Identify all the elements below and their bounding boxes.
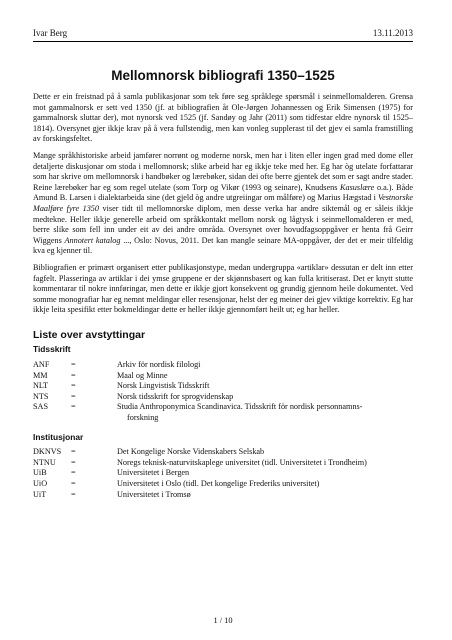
abbr-eq: = — [71, 468, 76, 478]
paragraph-organisation: Bibliografien er primært organisert etter publikasjonstype, medan undergruppa «artiklar» dessutan er delt inn etter fagfelt. Plasseringa av artiklar i dei ymse gruppene er der skjønnsbasert og kan fulla kritiserast. Det er knytt stutte kommentarar til nokre innføringar, men dette er ikkje gjort konsekvent og grundig gjennom heile dokumentet. Ved somme monografiar har eg nemnt meldingar eller resensjonar, helst der eg meiner dei gjev viktige korrektiv. Eg har ikkje leita spesifikt etter bokmeldingar dette er heller ikkje gjennomført heilt ut; eg har heller. — [33, 262, 413, 315]
abbr-eq: = — [71, 370, 76, 380]
document-title: Mellomnorsk bibliografi 1350–1525 — [111, 68, 335, 83]
abbr-value: Det Kongelige Norske Videnskabers Selskab — [117, 447, 265, 457]
header-author: Ivar Berg — [33, 28, 68, 38]
abbr-key: SAS — [33, 402, 49, 412]
abbr-value: Maal og Minne — [117, 370, 168, 380]
institutions-list — [33, 447, 413, 500]
abbr-value — [117, 402, 413, 423]
abbr-row — [33, 392, 413, 403]
abbr-eq: = — [71, 447, 76, 457]
abbreviations-heading: Liste over avstyttingar — [33, 328, 146, 341]
abbr-value: Arkiv för nordisk filologi — [117, 360, 201, 370]
abbr-value-line: Studia Anthroponymica Scandinavica. Tidsskrift för nordisk personnamns- — [117, 402, 363, 412]
running-header — [33, 28, 413, 42]
abbr-value-continuation: forskning — [127, 413, 159, 423]
abbr-row — [33, 360, 413, 371]
abbr-key: UiO — [33, 479, 48, 488]
abbr-value: Norsk tidsskrift for sprogvidenskap — [117, 391, 234, 401]
scope-title-vestnorske: Vestnorske Maalføre fyre 1350 — [33, 193, 413, 213]
abbr-row — [33, 402, 413, 423]
abbr-row — [33, 468, 413, 479]
scope-title-kasuslaere: Kasuslære — [340, 182, 375, 192]
abbr-key: UiB — [33, 468, 47, 478]
abbr-row — [33, 458, 413, 469]
abbr-key: NTS — [33, 391, 49, 401]
abbr-value: Noregs teknisk-naturvitskaplege universitet (tidl. Universitetet i Trondheim) — [117, 457, 367, 467]
abbr-value: Universitetet i Bergen — [117, 468, 190, 478]
page-number: 1 / 10 — [213, 616, 233, 625]
abbr-key: ANF — [33, 360, 50, 370]
abbr-eq: = — [71, 402, 76, 412]
abbr-key: DKNVS — [33, 447, 62, 457]
abbr-value: Universitetet i Oslo (tidl. Det kongelige Frederiks universitet) — [117, 479, 320, 488]
abbr-eq: = — [71, 391, 76, 401]
abbr-key: NLT — [33, 381, 49, 391]
abbr-value: Norsk Lingvistisk Tidsskrift — [117, 381, 210, 391]
header-date: 13.11.2013 — [372, 28, 413, 38]
abbr-value: Universitetet i Tromsø — [117, 489, 191, 499]
journals-list — [33, 360, 413, 424]
abbr-row — [33, 447, 413, 458]
scope-text-d: ..., Oslo: Novus, 2011. Det kan mangle seinare MA-oppgåver, der det er meir tilfeldig kva eg kjenner til. — [33, 235, 413, 256]
abbr-key: MM — [33, 370, 48, 380]
document-body — [33, 92, 413, 508]
abbr-eq: = — [71, 479, 76, 488]
abbr-row — [33, 490, 413, 501]
abbr-eq: = — [71, 489, 76, 499]
abbr-row — [33, 479, 413, 490]
abbr-row — [33, 371, 413, 382]
abbr-eq: = — [71, 360, 76, 370]
journals-heading: Tidsskrift — [33, 344, 71, 355]
abbr-eq: = — [71, 457, 76, 467]
abbr-key: NTNU — [33, 457, 56, 467]
scope-title-annotert: Annotert katalog — [64, 235, 121, 245]
abbr-key: UiT — [33, 489, 47, 499]
abbr-eq: = — [71, 381, 76, 391]
institutions-heading: Institusjonar — [33, 431, 84, 442]
scope-text-c: viser tidt til mellomnorske diplom, men desse verka har andre siktemål og er såleis ikkje medtekne. Heller ikkje generelle arbeid om språkkontakt mellom norsk og lågtysk i seinmellomalderen er med, berre slike som fell inn under eit av dei andre områda. Oversynet over hovudfagsoppgåver er henta frå Geirr Wiggens — [33, 203, 413, 245]
paragraph-intro: Dette er ein freistnad på å samla publikasjonar som tek føre seg språklege spørsmål i seinmellomalderen. Grensa mot gammalnorsk er sett ved 1350 (jf. at bibliografien åt Ole-Jørgen Johannessen og Erik Simensen (1975) for gammalnorsk sluttar der), mot nynorsk ved 1525 (jf. Sandøy og Jahr (2011) som tidfestar eldre nynorsk til 1525–1814). Oversynet gjer ikkje krav på å vera fullstendig, men kan vonleg supplerast til det gjev ei samla framstilling av forskingsfeltet. — [33, 92, 413, 144]
abbr-row — [33, 381, 413, 392]
scope-text-a: Mange språkhistoriske arbeid jamfører norrønt og moderne norsk, men har i liten eller ingen grad med dome eller detaljerte diskusjonar om stoda i mellomnorsk; slike arbeid har eg ikkje teke med her. Eg har òg utelate forfattarar som har skrive om mellomnorsk i handbøker og lærebøker, sidan dei ofte berre gjentek det som er sagt andre stader. Reine lærebøker har eg som regel utelate (som Torp og Vikør (1993 og seinare), Knudsens — [33, 150, 413, 192]
scope-text-b: o.a.). Både Amund B. Larsen i dialektarbeida sine (det gjeld òg andre utgreiingar om målføre) og Marius Hægstad i — [33, 182, 414, 203]
paragraph-scope — [33, 151, 413, 257]
